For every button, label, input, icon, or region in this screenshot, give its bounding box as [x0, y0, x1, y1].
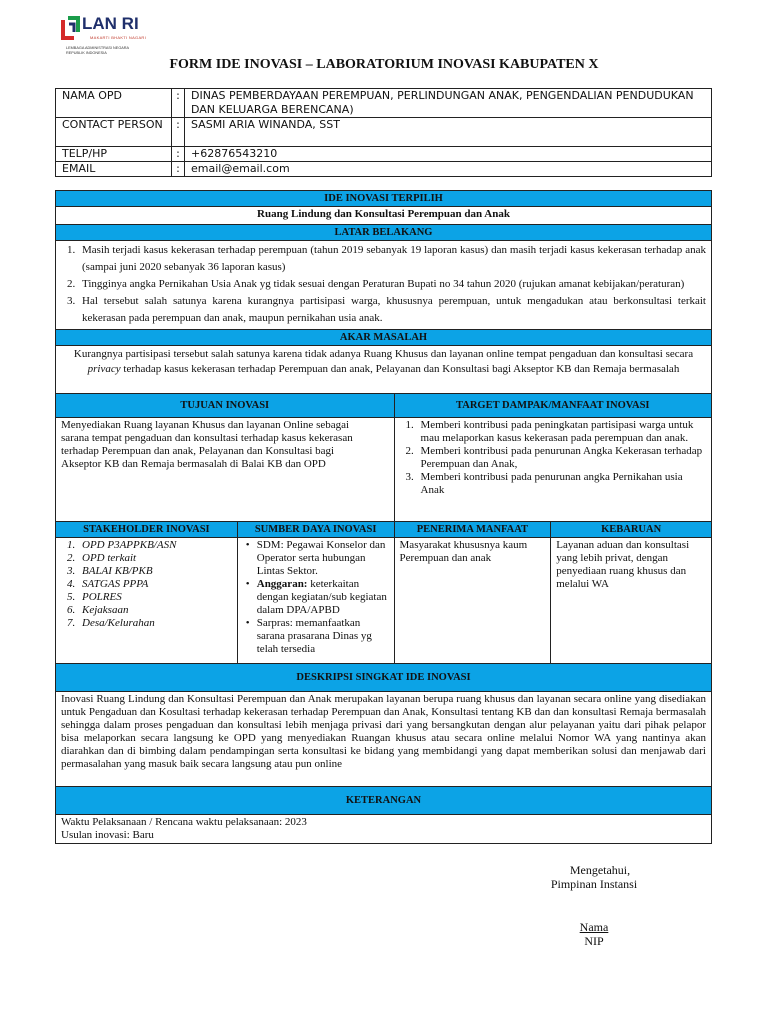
- stakeholder-list: [56, 539, 232, 630]
- akar-text: Kurangnya partisipasi tersebut salah satunya karena tidak adanya Ruang Khusus dan layanan online tempat pengaduan dan konsultasi secara: [73, 348, 694, 360]
- stakeholder-item: 7. Desa/Kelurahan: [78, 617, 232, 630]
- logo-tagline: MAKARTI BHAKTI NAGARI: [90, 35, 147, 40]
- akar-body: [56, 346, 712, 394]
- info-row-email: [56, 162, 712, 177]
- ide-value: Ruang Lindung dan Konsultasi Perempuan dan Anak: [56, 207, 712, 225]
- tujuan-body: Menyediakan Ruang layanan Khusus dan layanan Online sebagai sarana tempat pengaduan dan konsultasi terhadap kasus kekerasan terhadap Perempuan dan anak, Pelayanan dan Konsultasi bagi Akseptor KB dan Remaja bermasalah di Balai KB dan OPD: [56, 418, 395, 522]
- anggaran-text: keterkaitan dengan kegiatan/sub kegiatan dalam DPA/APBD: [256, 578, 387, 616]
- info-separator: :: [172, 147, 185, 162]
- target-header: TARGET DAMPAK/MANFAAT INOVASI: [394, 394, 711, 418]
- stakeholder-item: 1. OPD P3APPKB/ASN: [78, 539, 232, 552]
- info-value: DINAS PEMBERDAYAAN PEREMPUAN, PERLINDUNGAN ANAK, PENGENDALIAN PENDUDUKAN DAN KELUARGA BERENCANA): [185, 89, 712, 118]
- sumber-sdm: • SDM: Pegawai Konselor dan Operator serta hubungan Lintas Sektor.: [257, 539, 389, 578]
- info-label: NAMA OPD: [56, 89, 172, 118]
- deskripsi-header: DESKRIPSI SINGKAT IDE INOVASI: [56, 664, 712, 692]
- stakeholder-item: 3. BALAI KB/PKB: [78, 565, 232, 578]
- info-row-opd: [56, 89, 712, 118]
- latar-item: 2. Tingginya angka Pernikahan Usia Anak yg tidak sesuai dengan Peraturan Bupati no 34 tahun 2020 (rujukan amanat kebijakan/peraturan): [78, 276, 706, 293]
- akar-text-after: terhadap kasus kekerasan terhadap Perempuan dan anak, Pelayanan dan Konsultasi bagi Akseptor KB dan Remaja bermasalah: [120, 363, 680, 375]
- latar-body: [56, 241, 712, 330]
- penerima-header: PENERIMA MANFAAT: [394, 522, 551, 538]
- logo-subtitle: LEMBAGA ADMINISTRASI NEGARA REPUBLIK INDONESIA: [66, 46, 129, 55]
- latar-item: 1. Masih terjadi kasus kekerasan terhadap perempuan (tahun 2019 sebanyak 19 laporan kasus) dan masih terjadi kasus kekerasan terhadap anak (sampai juni 2020 sebanyak 36 laporan kasus): [78, 242, 706, 276]
- ide-header: IDE INOVASI TERPILIH: [56, 191, 712, 207]
- sumber-list: [243, 539, 389, 656]
- anggaran-label: Anggaran:: [256, 578, 308, 590]
- logo-name: LAN RI: [82, 14, 139, 33]
- stakeholder-body: [56, 538, 238, 664]
- info-label: EMAIL: [56, 162, 172, 177]
- info-separator: :: [172, 89, 185, 118]
- stakeholder-header: STAKEHOLDER INOVASI: [56, 522, 238, 538]
- sumber-body: [237, 538, 394, 664]
- kebaruan-body: Layanan aduan dan konsultasi yang lebih privat, dengan penyediaan ruang khusus dan melalui WA: [551, 538, 712, 664]
- sumber-header: SUMBER DAYA INOVASI: [237, 522, 394, 538]
- signature-mengetahui: Mengetahui,: [569, 863, 631, 877]
- form-table: [55, 190, 712, 844]
- info-separator: :: [172, 162, 185, 177]
- sumber-sarpras: • Sarpras: memanfaatkan sarana prasarana Dinas yg telah tersedia: [257, 617, 389, 656]
- akar-header: AKAR MASALAH: [56, 330, 712, 346]
- lan-ri-logo: [60, 14, 150, 56]
- latar-header: LATAR BELAKANG: [56, 225, 712, 241]
- info-table: [55, 88, 712, 177]
- signature-pimpinan: Pimpinan Instansi: [550, 877, 638, 891]
- info-value: +62876543210: [185, 147, 712, 162]
- logo-mark-icon: [60, 14, 82, 44]
- info-value: email@email.com: [185, 162, 712, 177]
- keterangan-body: [56, 815, 712, 844]
- kebaruan-header: KEBARUAN: [551, 522, 712, 538]
- stakeholder-item: 5. POLRES: [78, 591, 232, 604]
- stakeholder-item: 4. SATGAS PPPA: [78, 578, 232, 591]
- keterangan-header: KETERANGAN: [56, 787, 712, 815]
- target-list: [395, 419, 706, 497]
- target-item: 1. Memberi kontribusi pada peningkatan partisipasi warga untuk mau melaporkan kasus kekerasan pada perempuan dan anak.: [417, 419, 706, 445]
- form-title: FORM IDE INOVASI – LABORATORIUM INOVASI KABUPATEN X: [169, 57, 599, 72]
- stakeholder-item: 2. OPD terkait: [78, 552, 232, 565]
- info-row-telp: [56, 147, 712, 162]
- info-label: CONTACT PERSON: [56, 118, 172, 147]
- target-item: 3. Memberi kontribusi pada penurunan angka Pernikahan usia Anak: [417, 471, 706, 497]
- latar-list: [56, 242, 706, 327]
- keterangan-usulan: Usulan inovasi: Baru: [61, 829, 154, 841]
- info-row-contact: [56, 118, 712, 147]
- info-separator: :: [172, 118, 185, 147]
- info-value: SASMI ARIA WINANDA, SST: [185, 118, 712, 147]
- info-label: TELP/HP: [56, 147, 172, 162]
- signature-nama: Nama: [579, 920, 609, 934]
- latar-item: 3. Hal tersebut salah satunya karena kurangnya partisipasi warga, khususnya perempuan, untuk mengadukan atau berkonsultasi terkait kekerasan pada perempuan dan anak, maupun pernikahan usia anak.: [78, 293, 706, 327]
- deskripsi-body: Inovasi Ruang Lindung dan Konsultasi Perempuan dan Anak merupakan layanan berupa ruang khusus dan layanan secara online yang disediakan untuk Pengaduan dan Kosultasi terhadap kekerasan terhadap Perempuan dan Anak, Konsultasi tentang KB dan dan konsultasi Remaja bermasalah sehingga dalam proses pengaduan dan konsultasi lebih menjaga privasi dari yang bersangkutan dengan alur pelayanan yaitu dari pihak pelapor bisa melaporkan secara langsung ke OPD yang menyediakan Ruangan khusus atau secara online melalui Nomor WA yang nantinya akan diarahkan dan di bimbing dalam pendampingan serta konsultasi ke bidang yang membidangi yang dapat memberikan solusi dan menjawab dari permasalahan yang masuk baik secara langsung atau pun online: [56, 692, 712, 787]
- sumber-anggaran: [257, 578, 389, 617]
- akar-italic: privacy: [87, 363, 121, 375]
- tujuan-header: TUJUAN INOVASI: [56, 394, 395, 418]
- stakeholder-item: 6. Kejaksaan: [78, 604, 232, 617]
- keterangan-waktu: Waktu Pelaksanaan / Rencana waktu pelaksanaan: 2023: [61, 816, 307, 828]
- signature-nip: NIP: [584, 934, 604, 948]
- penerima-body: Masyarakat khususnya kaum Perempuan dan anak: [394, 538, 551, 664]
- target-body: [394, 418, 711, 522]
- target-item: 2. Memberi kontribusi pada penurunan Angka Kekerasan terhadap Perempuan dan Anak,: [417, 445, 706, 471]
